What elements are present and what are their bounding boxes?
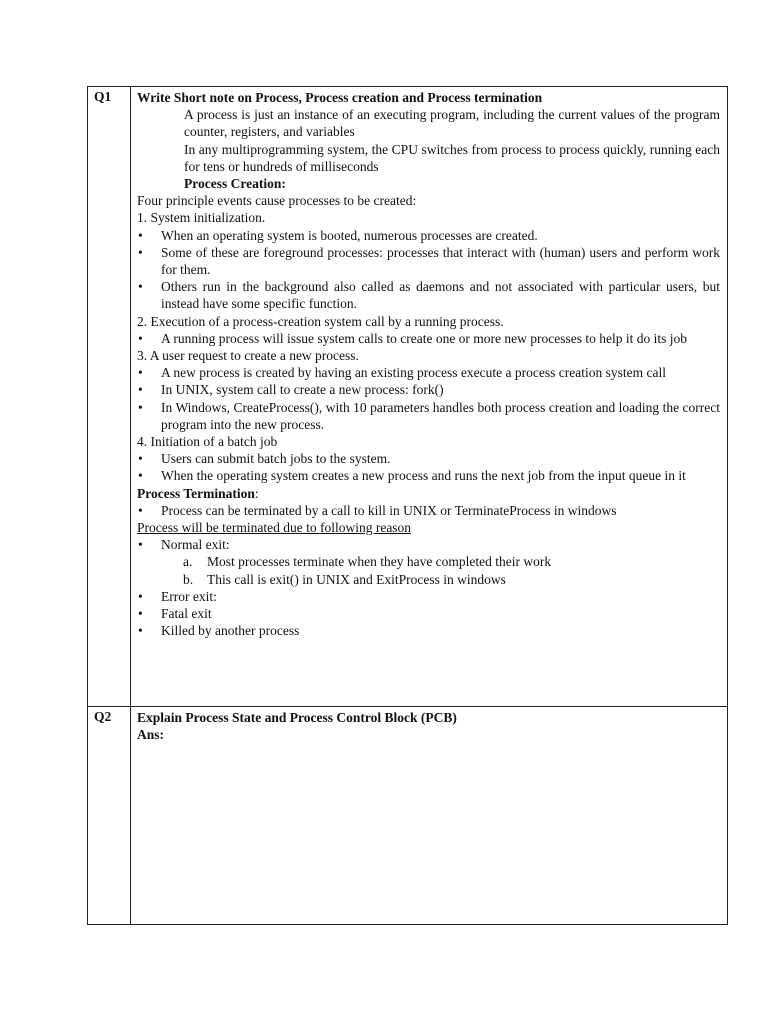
sub-list <box>137 553 720 587</box>
bullet-item: • Some of these are foreground processes: processes that interact with (human) users and perform work for them. <box>137 244 720 278</box>
paragraph: Four principle events cause processes to be created: <box>137 193 417 209</box>
question-title: Write Short note on Process, Process creation and Process termination <box>137 90 543 105</box>
question-body-q2 <box>131 707 728 925</box>
reason-heading: Process will be terminated due to following reason <box>137 520 412 536</box>
sub-list-item <box>183 571 720 588</box>
question-body-q1 <box>131 87 728 707</box>
event-heading: 4. Initiation of a batch job <box>137 434 278 450</box>
bullet-list <box>137 330 720 347</box>
event-heading: 1. System initialization. <box>137 210 266 226</box>
bullet-item: • Process can be terminated by a call to kill in UNIX or TerminateProcess in windows <box>137 502 720 519</box>
bullet-item: • Error exit: <box>137 588 720 605</box>
question-row-q2 <box>88 707 728 925</box>
sub-list-text: Most processes terminate when they have completed their work <box>207 554 552 570</box>
termination-heading-text: Process Termination <box>137 485 255 501</box>
bullet-item: • Fatal exit <box>137 605 720 622</box>
question-row-q1 <box>88 87 728 707</box>
section-heading-termination <box>137 485 720 502</box>
event-heading: 2. Execution of a process-creation system call by a running process. <box>137 313 504 329</box>
bullet-list <box>137 588 720 640</box>
bullet-list <box>137 364 720 433</box>
bullet-item: • When the operating system creates a new process and runs the next job from the input queue in it <box>137 467 720 484</box>
sub-list-text: This call is exit() in UNIX and ExitProcess in windows <box>207 571 506 587</box>
question-number: Q2 <box>88 707 131 925</box>
bullet-item: • A running process will issue system calls to create one or more new processes to help it do its job <box>137 330 720 347</box>
event-heading: 3. A user request to create a new process. <box>137 348 359 364</box>
paragraph: In any multiprogramming system, the CPU switches from process to process quickly, running each for tens or hundreds of milliseconds <box>184 141 720 174</box>
bullet-list <box>137 536 720 553</box>
section-heading-creation: Process Creation: <box>184 176 286 192</box>
bullet-list <box>137 227 720 313</box>
bullet-text: Normal exit: <box>161 537 230 553</box>
bullet-item: • A new process is created by having an existing process execute a process creation system call <box>137 364 720 381</box>
bullet-item: • In Windows, CreateProcess(), with 10 parameters handles both process creation and loading the correct program into the new process. <box>137 399 720 433</box>
answer-label: Ans: <box>137 727 165 743</box>
paragraph: A process is just an instance of an executing program, including the current values of the program counter, registers, and variables <box>184 107 720 140</box>
question-title: Explain Process State and Process Control Block (PCB) <box>137 710 457 725</box>
sub-list-marker: b. <box>183 571 194 587</box>
sub-list-item <box>183 553 720 570</box>
bullet-item: • Killed by another process <box>137 622 720 639</box>
bullet-item <box>137 536 720 553</box>
bullet-list <box>137 502 720 519</box>
bullet-item: • In UNIX, system call to create a new process: fork() <box>137 381 720 398</box>
question-number: Q1 <box>88 87 131 707</box>
bullet-item: • Others run in the background also called as daemons and not associated with particular users, but instead have some specific function. <box>137 278 720 312</box>
termination-heading-colon: : <box>254 485 259 501</box>
question-table <box>87 86 728 925</box>
bullet-list <box>137 450 720 484</box>
bullet-item: • Users can submit batch jobs to the system. <box>137 450 720 467</box>
bullet-item: • When an operating system is booted, numerous processes are created. <box>137 227 720 244</box>
sub-list-marker: a. <box>183 554 193 570</box>
